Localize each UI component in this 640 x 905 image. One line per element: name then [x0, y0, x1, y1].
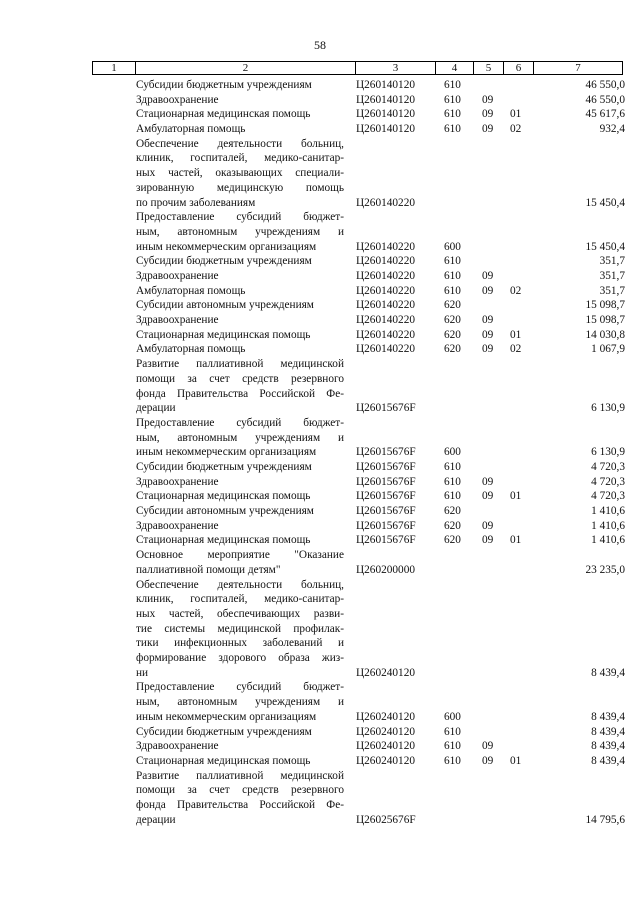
row-pr: 01	[510, 754, 522, 767]
row-amount: 45 617,6	[585, 108, 625, 121]
row-name	[136, 416, 344, 460]
table-row	[0, 78, 640, 93]
header-col-7: 7	[575, 62, 581, 74]
row-name	[136, 769, 344, 828]
table-row	[0, 210, 640, 254]
row-name-line: Субсидии бюджетным учреждениям	[136, 79, 312, 91]
row-name-line: Здравоохранение	[136, 93, 219, 106]
table-row	[0, 504, 640, 519]
row-amount: 1 410,6	[591, 519, 625, 532]
row-name-line: помощи за счет средств резервного	[136, 784, 344, 797]
row-name-line: Здравоохранение	[136, 519, 219, 532]
row-name-line: Субсидии автономным учреждениям	[136, 505, 314, 518]
table-row	[0, 489, 640, 504]
row-name-line: ным, автономным учреждениям и	[136, 696, 344, 709]
row-amount: 6 130,9	[591, 402, 625, 415]
header-col-3: 3	[356, 62, 436, 74]
table-row	[0, 416, 640, 460]
row-vr: 610	[444, 255, 461, 268]
row-vr: 610	[444, 284, 461, 297]
row-name-line: Субсидии бюджетным учреждениям	[136, 461, 312, 474]
row-name-line: Предоставление субсидий бюджет-	[136, 211, 344, 224]
row-name-line: Развитие паллиативной медицинской	[136, 358, 344, 371]
row-pr: 01	[510, 108, 522, 121]
row-name	[136, 548, 344, 577]
row-name-line: Амбулаторная помощь	[136, 123, 246, 136]
header-col-4: 4	[436, 62, 474, 74]
row-rz: 09	[482, 328, 494, 341]
row-name-line: иным некоммерческим организациям	[136, 446, 317, 459]
row-name-line: Обеспечение деятельности больниц,	[136, 578, 344, 591]
row-name-line: иным некоммерческим организациям	[136, 240, 317, 253]
row-code: Ц26015676F	[356, 534, 416, 547]
row-code: Ц260200000	[356, 563, 415, 576]
row-name	[136, 78, 344, 93]
row-amount: 14 795,6	[585, 813, 625, 826]
table-row	[0, 93, 640, 108]
row-amount: 23 235,0	[585, 563, 625, 576]
row-name-line: дерации	[136, 813, 176, 826]
row-name-line: ных частей, обеспечивающих разви-	[136, 607, 344, 620]
row-amount: 351,7	[599, 255, 625, 268]
row-name-line: ным, автономным учреждениям и	[136, 431, 344, 444]
row-name-line: ных частей, оказывающих специали-	[136, 167, 344, 180]
row-vr: 620	[444, 314, 461, 327]
row-name	[136, 254, 344, 269]
table-row	[0, 475, 640, 490]
row-code: Ц260140220	[356, 314, 415, 327]
row-amount: 15 450,4	[585, 240, 625, 253]
row-pr: 02	[510, 123, 522, 136]
row-code: Ц26015676F	[356, 402, 416, 415]
row-amount: 4 720,3	[591, 475, 625, 488]
row-name-line: фонда Правительства Российской Фе-	[136, 799, 344, 812]
row-name-line: Обеспечение деятельности больниц,	[136, 137, 344, 150]
row-code: Ц260140220	[356, 270, 415, 283]
table-row	[0, 254, 640, 269]
row-name	[136, 210, 344, 254]
row-code: Ц260140220	[356, 240, 415, 253]
row-name-line: Амбулаторная помощь	[136, 343, 246, 356]
row-vr: 610	[444, 270, 461, 283]
row-vr: 600	[444, 240, 461, 253]
row-name-line: Здравоохранение	[136, 314, 219, 327]
table-row	[0, 357, 640, 416]
row-pr: 01	[510, 328, 522, 341]
row-name-line: помощи за счет средств резервного	[136, 372, 344, 385]
row-vr: 610	[444, 108, 461, 121]
row-code: Ц260140120	[356, 108, 415, 121]
row-rz: 09	[482, 314, 494, 327]
table-header	[92, 61, 623, 75]
row-amount: 1 067,9	[591, 343, 625, 356]
row-name-line: Стационарная медицинская помощь	[136, 108, 311, 121]
header-col-1: 1	[93, 62, 136, 74]
header-col-6: 6	[504, 62, 534, 74]
row-name-line: Амбулаторная помощь	[136, 284, 246, 297]
row-rz: 09	[482, 519, 494, 532]
row-amount: 46 550,0	[585, 93, 625, 106]
row-code: Ц260140120	[356, 93, 415, 106]
row-rz: 09	[482, 490, 494, 503]
row-amount: 6 130,9	[591, 446, 625, 459]
row-amount: 14 030,8	[585, 328, 625, 341]
row-vr: 620	[444, 343, 461, 356]
row-name	[136, 504, 344, 519]
row-amount: 15 098,7	[585, 314, 625, 327]
row-code: Ц26015676F	[356, 446, 416, 459]
row-name-line: ни	[136, 666, 149, 679]
row-vr: 610	[444, 93, 461, 106]
row-code: Ц260140220	[356, 196, 415, 209]
row-amount: 351,7	[599, 284, 625, 297]
row-name-line: ным, автономным учреждениям и	[136, 225, 344, 238]
row-name-line: Стационарная медицинская помощь	[136, 534, 311, 547]
row-name-line: зированную медицинскую помощь	[136, 181, 344, 194]
row-name	[136, 328, 344, 343]
row-code: Ц260140220	[356, 299, 415, 312]
row-rz: 09	[482, 754, 494, 767]
row-name-line: иным некоммерческим организациям	[136, 710, 317, 723]
table-row	[0, 739, 640, 754]
row-name	[136, 680, 344, 724]
row-amount: 8 439,4	[591, 725, 625, 738]
row-amount: 8 439,4	[591, 666, 625, 679]
row-name-line: тики инфекционных заболеваний и	[136, 637, 344, 650]
row-vr: 620	[444, 299, 461, 312]
row-name	[136, 725, 344, 740]
row-name-line: Предоставление субсидий бюджет-	[136, 416, 344, 429]
row-code: Ц260240120	[356, 666, 415, 679]
row-code: Ц26015676F	[356, 461, 416, 474]
row-vr: 620	[444, 505, 461, 518]
header-col-5: 5	[474, 62, 504, 74]
row-rz: 09	[482, 108, 494, 121]
row-vr: 610	[444, 725, 461, 738]
row-amount: 8 439,4	[591, 710, 625, 723]
row-rz: 09	[482, 343, 494, 356]
table-row	[0, 548, 640, 577]
row-vr: 610	[444, 740, 461, 753]
row-name-line: дерации	[136, 402, 176, 415]
row-name	[136, 475, 344, 490]
table-row	[0, 533, 640, 548]
row-vr: 610	[444, 490, 461, 503]
row-name	[136, 533, 344, 548]
row-amount: 4 720,3	[591, 490, 625, 503]
row-pr: 02	[510, 343, 522, 356]
row-code: Ц260240120	[356, 754, 415, 767]
table-row	[0, 122, 640, 137]
row-name-line: Стационарная медицинская помощь	[136, 490, 311, 503]
row-code: Ц260140220	[356, 328, 415, 341]
row-amount: 4 720,3	[591, 461, 625, 474]
table-row	[0, 578, 640, 681]
row-name	[136, 284, 344, 299]
row-rz: 09	[482, 270, 494, 283]
row-name	[136, 107, 344, 122]
header-col-2: 2	[136, 62, 356, 74]
row-code: Ц26025676F	[356, 813, 416, 826]
row-vr: 610	[444, 475, 461, 488]
row-pr: 01	[510, 534, 522, 547]
row-name-line: клиник, госпиталей, медико-санитар-	[136, 152, 344, 165]
table-body	[0, 78, 640, 827]
row-name-line: Здравоохранение	[136, 740, 219, 753]
row-name-line: Субсидии бюджетным учреждениям	[136, 255, 312, 268]
row-amount: 8 439,4	[591, 740, 625, 753]
row-name-line: Стационарная медицинская помощь	[136, 754, 311, 767]
row-name	[136, 269, 344, 284]
row-name	[136, 578, 344, 681]
row-name-line: тие системы медицинской профилак-	[136, 622, 344, 635]
table-row	[0, 342, 640, 357]
row-name	[136, 357, 344, 416]
row-rz: 09	[482, 284, 494, 297]
row-code: Ц260140120	[356, 123, 415, 136]
table-row	[0, 107, 640, 122]
table-row	[0, 754, 640, 769]
row-name-line: Субсидии бюджетным учреждениям	[136, 725, 312, 738]
row-name-line: Стационарная медицинская помощь	[136, 328, 311, 341]
row-name-line: Основное мероприятие "Оказание	[136, 549, 344, 562]
row-name-line: клиник, госпиталей, медико-санитар-	[136, 593, 344, 606]
row-name	[136, 122, 344, 137]
row-rz: 09	[482, 534, 494, 547]
row-vr: 610	[444, 754, 461, 767]
row-amount: 8 439,4	[591, 754, 625, 767]
row-vr: 610	[444, 123, 461, 136]
table-row	[0, 519, 640, 534]
row-name-line: фонда Правительства Российской Фе-	[136, 387, 344, 400]
table-row	[0, 269, 640, 284]
row-name	[136, 298, 344, 313]
row-name-line: по прочим заболеваниям	[136, 196, 256, 209]
row-pr: 01	[510, 490, 522, 503]
row-name	[136, 754, 344, 769]
row-name	[136, 460, 344, 475]
row-name-line: Здравоохранение	[136, 475, 219, 488]
row-name	[136, 137, 344, 211]
row-vr: 600	[444, 446, 461, 459]
row-vr: 610	[444, 78, 461, 91]
row-code: Ц260240120	[356, 725, 415, 738]
row-name-line: формирование здорового образа жиз-	[136, 652, 344, 665]
row-amount: 932,4	[599, 123, 625, 136]
row-name-line: Здравоохранение	[136, 270, 219, 283]
table-row	[0, 680, 640, 724]
page-number: 58	[314, 38, 326, 52]
row-name	[136, 739, 344, 754]
table-row	[0, 284, 640, 299]
row-name	[136, 93, 344, 108]
table-row	[0, 725, 640, 740]
row-code: Ц260140120	[356, 78, 415, 91]
table-row	[0, 328, 640, 343]
table-row	[0, 313, 640, 328]
row-code: Ц26015676F	[356, 505, 416, 518]
row-amount: 15 450,4	[585, 196, 625, 209]
row-name-line: Предоставление субсидий бюджет-	[136, 681, 344, 694]
row-code: Ц260240120	[356, 740, 415, 753]
row-name	[136, 489, 344, 504]
row-code: Ц26015676F	[356, 519, 416, 532]
row-code: Ц260140220	[356, 255, 415, 268]
row-code: Ц260140220	[356, 343, 415, 356]
table-row	[0, 137, 640, 211]
row-rz: 09	[482, 123, 494, 136]
row-vr: 600	[444, 710, 461, 723]
row-name-line: Субсидии автономным учреждениям	[136, 299, 314, 312]
row-rz: 09	[482, 93, 494, 106]
row-code: Ц260240120	[356, 710, 415, 723]
row-code: Ц26015676F	[356, 490, 416, 503]
row-name	[136, 342, 344, 357]
row-name	[136, 313, 344, 328]
row-name-line: паллиативной помощи детям"	[136, 563, 281, 576]
row-rz: 09	[482, 475, 494, 488]
row-vr: 620	[444, 328, 461, 341]
row-name-line: Развитие паллиативной медицинской	[136, 769, 344, 782]
row-code: Ц260140220	[356, 284, 415, 297]
row-amount: 1 410,6	[591, 505, 625, 518]
row-amount: 15 098,7	[585, 299, 625, 312]
row-vr: 620	[444, 534, 461, 547]
row-amount: 1 410,6	[591, 534, 625, 547]
row-name	[136, 519, 344, 534]
row-amount: 46 550,0	[585, 78, 625, 91]
row-amount: 351,7	[599, 270, 625, 283]
row-code: Ц26015676F	[356, 475, 416, 488]
table-row	[0, 769, 640, 828]
table-row	[0, 298, 640, 313]
row-vr: 620	[444, 519, 461, 532]
row-vr: 610	[444, 461, 461, 474]
table-row	[0, 460, 640, 475]
row-rz: 09	[482, 740, 494, 753]
row-pr: 02	[510, 284, 522, 297]
